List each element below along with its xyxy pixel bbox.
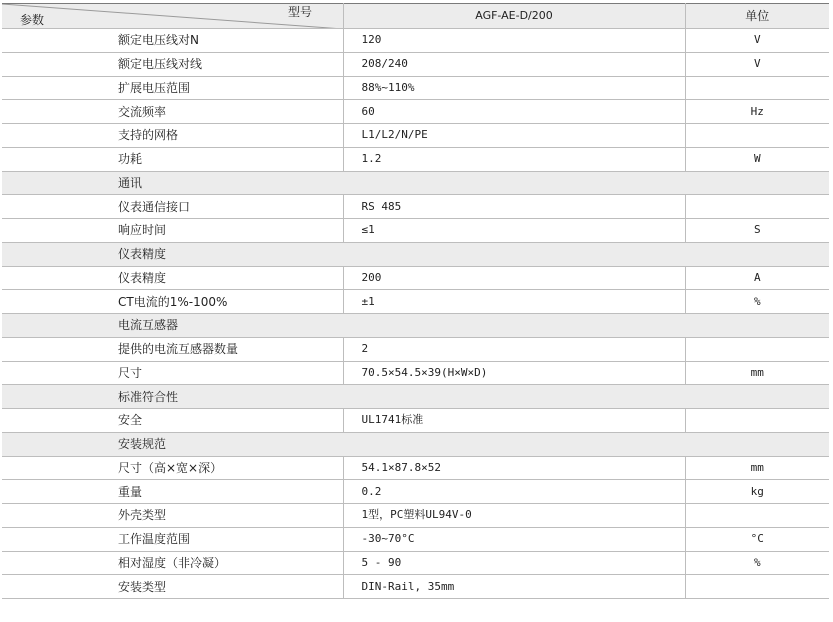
param-cell: 外壳类型 xyxy=(2,504,343,528)
unit-cell: % xyxy=(685,290,829,314)
spec-table-body xyxy=(2,29,829,599)
table-row xyxy=(2,29,829,53)
value-cell: 88%~110% xyxy=(343,76,685,100)
section-title: 电流互感器 xyxy=(2,314,829,338)
param-cell: 尺寸 xyxy=(2,361,343,385)
unit-cell xyxy=(685,575,829,599)
unit-cell xyxy=(685,195,829,219)
section-row xyxy=(2,385,829,409)
value-cell: ±1 xyxy=(343,290,685,314)
table-row xyxy=(2,361,829,385)
value-cell: DIN-Rail, 35mm xyxy=(343,575,685,599)
param-cell: 交流频率 xyxy=(2,100,343,124)
table-row xyxy=(2,337,829,361)
header-model-label: 型号 xyxy=(288,5,313,19)
unit-cell: °C xyxy=(685,527,829,551)
value-cell: 60 xyxy=(343,100,685,124)
unit-cell: V xyxy=(685,29,829,53)
unit-cell: mm xyxy=(685,361,829,385)
header-row xyxy=(2,4,829,29)
value-cell: ≤1 xyxy=(343,219,685,243)
section-title: 仪表精度 xyxy=(2,242,829,266)
param-cell: 响应时间 xyxy=(2,219,343,243)
section-row xyxy=(2,242,829,266)
unit-cell: A xyxy=(685,266,829,290)
table-row xyxy=(2,147,829,171)
value-cell: -30~70°C xyxy=(343,527,685,551)
unit-cell xyxy=(685,124,829,148)
unit-cell: kg xyxy=(685,480,829,504)
unit-cell: V xyxy=(685,52,829,76)
param-cell: 额定电压线对N xyxy=(2,29,343,53)
table-row xyxy=(2,480,829,504)
table-row xyxy=(2,100,829,124)
unit-cell: Hz xyxy=(685,100,829,124)
value-cell: 0.2 xyxy=(343,480,685,504)
section-row xyxy=(2,314,829,338)
param-cell: 安装类型 xyxy=(2,575,343,599)
table-row xyxy=(2,527,829,551)
section-title: 安装规范 xyxy=(2,432,829,456)
table-row xyxy=(2,124,829,148)
param-cell: 工作温度范围 xyxy=(2,527,343,551)
header-unit-label: 单位 xyxy=(685,4,829,29)
spec-table xyxy=(2,3,829,599)
header-model-value: AGF-AE-D/200 xyxy=(343,4,685,29)
value-cell: 208/240 xyxy=(343,52,685,76)
table-row xyxy=(2,266,829,290)
param-cell: 仪表通信接口 xyxy=(2,195,343,219)
param-cell: 扩展电压范围 xyxy=(2,76,343,100)
table-row xyxy=(2,52,829,76)
value-cell: 200 xyxy=(343,266,685,290)
param-cell: 支持的网格 xyxy=(2,124,343,148)
param-cell: 提供的电流互感器数量 xyxy=(2,337,343,361)
table-row xyxy=(2,290,829,314)
value-cell: UL1741标准 xyxy=(343,409,685,433)
param-cell: 重量 xyxy=(2,480,343,504)
table-row xyxy=(2,551,829,575)
table-row xyxy=(2,76,829,100)
section-title: 通讯 xyxy=(2,171,829,195)
param-cell: 尺寸（高×宽×深） xyxy=(2,456,343,480)
value-cell: RS 485 xyxy=(343,195,685,219)
section-row xyxy=(2,432,829,456)
value-cell: 70.5×54.5×39(H×W×D) xyxy=(343,361,685,385)
value-cell: 5 - 90 xyxy=(343,551,685,575)
value-cell: 54.1×87.8×52 xyxy=(343,456,685,480)
param-cell: CT电流的1%-100% xyxy=(2,290,343,314)
unit-cell xyxy=(685,409,829,433)
unit-cell: W xyxy=(685,147,829,171)
value-cell: 1型，PC塑料UL94V-0 xyxy=(343,504,685,528)
unit-cell xyxy=(685,337,829,361)
header-corner-cell xyxy=(2,4,343,29)
unit-cell xyxy=(685,504,829,528)
section-title: 标准符合性 xyxy=(2,385,829,409)
param-cell: 仪表精度 xyxy=(2,266,343,290)
param-cell: 功耗 xyxy=(2,147,343,171)
param-cell: 额定电压线对线 xyxy=(2,52,343,76)
header-param-label: 参数 xyxy=(20,13,45,27)
table-row xyxy=(2,219,829,243)
unit-cell: S xyxy=(685,219,829,243)
table-row xyxy=(2,504,829,528)
value-cell: 1.2 xyxy=(343,147,685,171)
section-row xyxy=(2,171,829,195)
table-row xyxy=(2,195,829,219)
unit-cell xyxy=(685,76,829,100)
table-row xyxy=(2,575,829,599)
value-cell: 2 xyxy=(343,337,685,361)
unit-cell: mm xyxy=(685,456,829,480)
value-cell: L1/L2/N/PE xyxy=(343,124,685,148)
unit-cell: % xyxy=(685,551,829,575)
param-cell: 相对湿度（非冷凝） xyxy=(2,551,343,575)
table-row xyxy=(2,456,829,480)
spec-sheet xyxy=(2,3,829,599)
value-cell: 120 xyxy=(343,29,685,53)
table-row xyxy=(2,409,829,433)
param-cell: 安全 xyxy=(2,409,343,433)
